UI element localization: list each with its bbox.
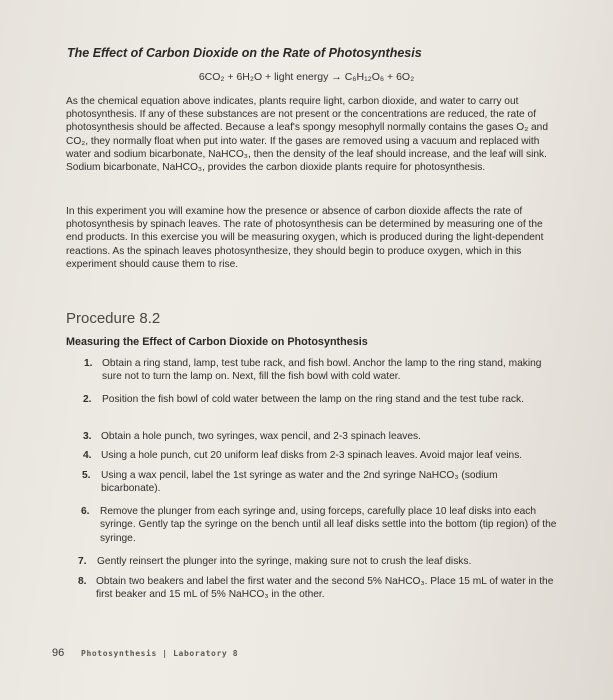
step-number: 2. (83, 394, 92, 405)
procedure-subheading: Measuring the Effect of Carbon Dioxide on Photosynthesis (66, 336, 368, 348)
step-text: Using a wax pencil, label the 1st syringe as water and the 2nd syringe NaHCO₃ (sodium bicarbonate). (101, 470, 498, 495)
step-text: Position the fish bowl of cold water between the lamp on the ring stand and the test tube rack. (102, 394, 524, 405)
experiment-paragraph: In this experiment you will examine how the presence or absence of carbon dioxide affects the rate of photosynthesis by spinach leaves. The rate of photosynthesis can be determined by measuring one of the end products. In this exercise you will be measuring oxygen, which is produced during the light-dependent reactions. As the spinach leaves photosynthesize, they should begin to produce oxygen, which in this experiment should cause them to rise. (66, 206, 544, 270)
footer-text: Photosynthesis | Laboratory 8 (81, 649, 239, 658)
step-number: 4. (83, 450, 92, 461)
page-title: The Effect of Carbon Dioxide on the Rate of Photosynthesis (67, 46, 422, 60)
step-text: Using a hole punch, cut 20 uniform leaf disks from 2-3 spinach leaves. Avoid major leaf veins. (101, 450, 523, 461)
intro-paragraph: As the chemical equation above indicates, plants require light, carbon dioxide, and water to carry out photosynthesis. If any of these substances are not present or the concentrations are reduced, the rate of photosynthesis should be affected. Because a leaf's spongy mesophyll normally contains the gases O₂ and CO₂, they normally float when put into water. If the gases are removed using a vacuum and replaced with water and sodium bicarbonate, NaHCO₃, then the density of the leaf should increase, and the leaf will sink. Sodium bicarbonate, NaHCO₃, provides the carbon dioxide plants require for photosynthesis. (66, 96, 548, 174)
step-number: 7. (78, 556, 87, 567)
step-text: Remove the plunger from each syringe and, using forceps, carefully place 10 leaf disks into each syringe. Gently tap the syringe on the bench until all leaf disks settle into the bottom (tip region) of the syringe. (100, 506, 557, 544)
step-number: 5. (82, 470, 91, 481)
chemical-equation: 6CO₂ + 6H₂O + light energy → C₆H₁₂O₆ + 6O₂ (198, 71, 415, 83)
step-number: 6. (81, 506, 90, 517)
page-footer (52, 647, 238, 659)
procedure-heading: Procedure 8.2 (66, 310, 161, 327)
step-number: 8. (78, 576, 87, 587)
step-number: 1. (84, 358, 93, 369)
step-number: 3. (83, 431, 92, 442)
step-text: Obtain a ring stand, lamp, test tube rack, and fish bowl. Anchor the lamp to the ring stand, making sure not to turn the lamp on. Next, fill the fish bowl with cold water. (102, 358, 542, 383)
step-text: Gently reinsert the plunger into the syringe, making sure not to crush the leaf disks. (97, 556, 472, 567)
step-text: Obtain a hole punch, two syringes, wax pencil, and 2-3 spinach leaves. (101, 431, 421, 442)
step-text: Obtain two beakers and label the first water and the second 5% NaHCO₃. Place 15 mL of water in the first beaker and 15 mL of 5% NaHCO₃ in the other. (96, 576, 554, 601)
page-number: 96 (52, 647, 65, 659)
